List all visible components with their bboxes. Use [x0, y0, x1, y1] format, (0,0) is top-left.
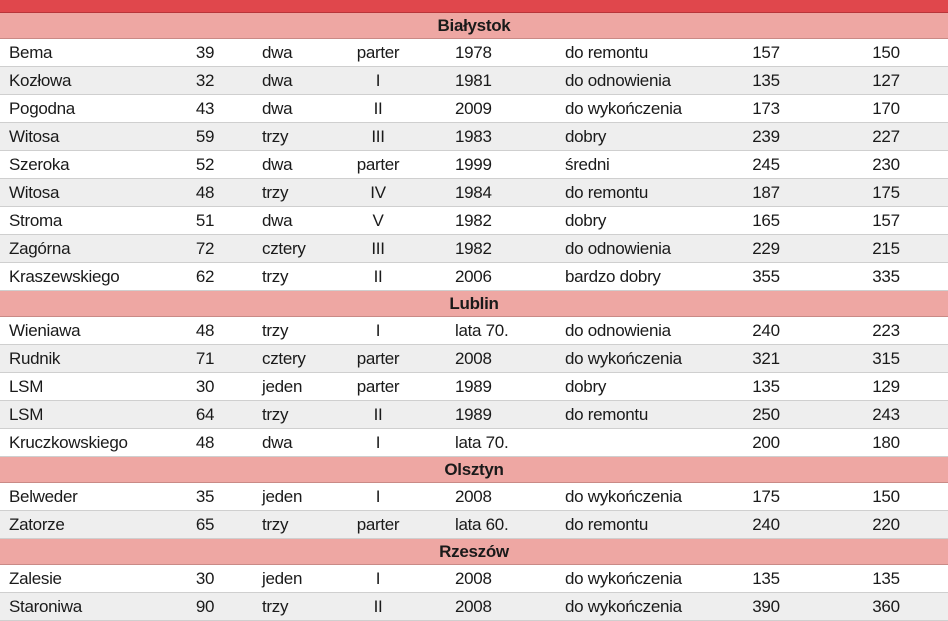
area-cell: 65 — [195, 515, 215, 534]
year-cell: 1982 — [455, 239, 492, 258]
street-cell: Witosa — [9, 183, 60, 202]
floor-cell: II — [373, 267, 383, 286]
street-cell: Witosa — [9, 127, 60, 146]
price-transaction-cell: 335 — [872, 267, 900, 286]
price-asking-cell: 355 — [752, 267, 780, 286]
condition-cell: do wykończenia — [565, 569, 682, 588]
price-transaction-cell: 360 — [872, 597, 900, 616]
area-cell: 43 — [195, 99, 215, 118]
price-transaction-cell: 157 — [872, 211, 900, 230]
table-header-strip — [0, 0, 948, 13]
section-header-city: Białystok — [0, 13, 948, 39]
floor-cell: I — [375, 71, 381, 90]
table-row — [0, 67, 948, 95]
table-row — [0, 123, 948, 151]
floor-cell: III — [371, 239, 385, 258]
street-cell: Zalesie — [9, 569, 62, 588]
street-cell: Wieniawa — [9, 321, 81, 340]
condition-cell: do wykończenia — [565, 349, 682, 368]
price-asking-cell: 245 — [752, 155, 780, 174]
price-asking-cell: 321 — [752, 349, 780, 368]
section-header-city: Rzeszów — [0, 539, 948, 565]
area-cell: 72 — [195, 239, 215, 258]
price-transaction-cell: 127 — [872, 71, 900, 90]
condition-cell: dobry — [565, 211, 607, 230]
price-asking-cell: 165 — [752, 211, 780, 230]
condition-cell: do odnowienia — [565, 239, 671, 258]
floor-cell: II — [373, 405, 383, 424]
rooms-cell: trzy — [262, 183, 289, 202]
year-cell: 2008 — [455, 349, 492, 368]
price-transaction-cell: 315 — [872, 349, 900, 368]
year-cell: 2008 — [455, 597, 492, 616]
table-row — [0, 401, 948, 429]
street-cell: Stroma — [9, 211, 62, 230]
price-transaction-cell: 220 — [872, 515, 900, 534]
price-asking-cell: 200 — [752, 433, 780, 452]
price-transaction-cell: 129 — [872, 377, 900, 396]
condition-cell: do remontu — [565, 405, 648, 424]
rooms-cell: dwa — [262, 71, 293, 90]
price-asking-cell: 135 — [752, 377, 780, 396]
street-cell: Kruczkowskiego — [9, 433, 128, 452]
price-transaction-cell: 150 — [872, 487, 900, 506]
floor-cell: parter — [356, 349, 400, 368]
rooms-cell: dwa — [262, 155, 293, 174]
street-cell: Kozłowa — [9, 71, 72, 90]
rooms-cell: dwa — [262, 211, 293, 230]
condition-cell: do odnowienia — [565, 71, 671, 90]
year-cell: 1989 — [455, 377, 492, 396]
year-cell: 1982 — [455, 211, 492, 230]
table-row — [0, 565, 948, 593]
floor-cell: parter — [356, 155, 400, 174]
area-cell: 62 — [195, 267, 215, 286]
price-asking-cell: 135 — [752, 71, 780, 90]
price-asking-cell: 239 — [752, 127, 780, 146]
floor-cell: II — [373, 99, 383, 118]
price-transaction-cell: 150 — [872, 43, 900, 62]
street-cell: Rudnik — [9, 349, 61, 368]
year-cell: lata 70. — [455, 321, 509, 340]
table-row — [0, 345, 948, 373]
condition-cell: dobry — [565, 127, 607, 146]
price-asking-cell: 175 — [752, 487, 780, 506]
table-row — [0, 179, 948, 207]
table-row — [0, 429, 948, 457]
section-header-city: Olsztyn — [0, 457, 948, 483]
street-cell: Bema — [9, 43, 53, 62]
rooms-cell: trzy — [262, 405, 289, 424]
area-cell: 90 — [195, 597, 215, 616]
price-transaction-cell: 180 — [872, 433, 900, 452]
street-cell: Szeroka — [9, 155, 70, 174]
year-cell: 1978 — [455, 43, 492, 62]
price-transaction-cell: 135 — [872, 569, 900, 588]
table-row — [0, 263, 948, 291]
year-cell: lata 60. — [455, 515, 509, 534]
floor-cell: II — [373, 597, 383, 616]
street-cell: Pogodna — [9, 99, 75, 118]
condition-cell: do wykończenia — [565, 99, 682, 118]
rooms-cell: dwa — [262, 433, 293, 452]
area-cell: 52 — [195, 155, 215, 174]
table-row — [0, 235, 948, 263]
rooms-cell: cztery — [262, 349, 306, 368]
rooms-cell: trzy — [262, 597, 289, 616]
condition-cell: dobry — [565, 377, 607, 396]
year-cell: lata 70. — [455, 433, 509, 452]
price-transaction-cell: 215 — [872, 239, 900, 258]
street-cell: LSM — [9, 377, 44, 396]
area-cell: 39 — [195, 43, 215, 62]
price-transaction-cell: 175 — [872, 183, 900, 202]
year-cell: 1999 — [455, 155, 492, 174]
price-transaction-cell: 230 — [872, 155, 900, 174]
floor-cell: I — [375, 433, 381, 452]
year-cell: 1984 — [455, 183, 492, 202]
price-transaction-cell: 243 — [872, 405, 900, 424]
area-cell: 30 — [195, 569, 215, 588]
area-cell: 59 — [195, 127, 215, 146]
table-row — [0, 207, 948, 235]
area-cell: 32 — [195, 71, 215, 90]
condition-cell: do remontu — [565, 515, 648, 534]
street-cell: Staroniwa — [9, 597, 82, 616]
year-cell: 2008 — [455, 569, 492, 588]
street-cell: Belweder — [9, 487, 78, 506]
price-asking-cell: 187 — [752, 183, 780, 202]
table-row — [0, 39, 948, 67]
street-cell: Zagórna — [9, 239, 71, 258]
price-asking-cell: 173 — [752, 99, 780, 118]
rooms-cell: trzy — [262, 267, 289, 286]
street-cell: LSM — [9, 405, 44, 424]
floor-cell: parter — [356, 377, 400, 396]
floor-cell: I — [375, 321, 381, 340]
area-cell: 51 — [195, 211, 215, 230]
year-cell: 1989 — [455, 405, 492, 424]
street-cell: Zatorze — [9, 515, 65, 534]
year-cell: 2009 — [455, 99, 492, 118]
table-row — [0, 593, 948, 621]
price-transaction-cell: 223 — [872, 321, 900, 340]
area-cell: 48 — [195, 321, 215, 340]
floor-cell: IV — [370, 183, 386, 202]
condition-cell: średni — [565, 155, 610, 174]
price-asking-cell: 240 — [752, 515, 780, 534]
condition-cell: do remontu — [565, 183, 648, 202]
floor-cell: III — [371, 127, 385, 146]
area-cell: 71 — [195, 349, 215, 368]
rooms-cell: jeden — [262, 487, 303, 506]
price-asking-cell: 157 — [752, 43, 780, 62]
condition-cell: do wykończenia — [565, 487, 682, 506]
price-asking-cell: 135 — [752, 569, 780, 588]
area-cell: 48 — [195, 183, 215, 202]
year-cell: 1983 — [455, 127, 492, 146]
floor-cell: parter — [356, 43, 400, 62]
year-cell: 1981 — [455, 71, 492, 90]
condition-cell: bardzo dobry — [565, 267, 661, 286]
condition-cell: do odnowienia — [565, 321, 671, 340]
floor-cell: I — [375, 487, 381, 506]
price-asking-cell: 250 — [752, 405, 780, 424]
rooms-cell: dwa — [262, 99, 293, 118]
floor-cell: I — [375, 569, 381, 588]
table-row — [0, 151, 948, 179]
rooms-cell: trzy — [262, 321, 289, 340]
table-row — [0, 95, 948, 123]
table-row — [0, 373, 948, 401]
rooms-cell: dwa — [262, 43, 293, 62]
table-body — [0, 13, 948, 621]
section-header-city: Lublin — [0, 291, 948, 317]
price-asking-cell: 229 — [752, 239, 780, 258]
rooms-cell: jeden — [262, 569, 303, 588]
area-cell: 35 — [195, 487, 215, 506]
price-transaction-cell: 170 — [872, 99, 900, 118]
rooms-cell: trzy — [262, 127, 289, 146]
table-row — [0, 511, 948, 539]
table-row — [0, 483, 948, 511]
floor-cell: parter — [356, 515, 400, 534]
year-cell: 2006 — [455, 267, 492, 286]
street-cell: Kraszewskiego — [9, 267, 120, 286]
year-cell: 2008 — [455, 487, 492, 506]
rooms-cell: trzy — [262, 515, 289, 534]
rooms-cell: jeden — [262, 377, 303, 396]
price-asking-cell: 390 — [752, 597, 780, 616]
floor-cell: V — [372, 211, 384, 230]
table-row — [0, 317, 948, 345]
condition-cell: do remontu — [565, 43, 648, 62]
condition-cell: do wykończenia — [565, 597, 682, 616]
price-asking-cell: 240 — [752, 321, 780, 340]
price-transaction-cell: 227 — [872, 127, 900, 146]
area-cell: 48 — [195, 433, 215, 452]
area-cell: 64 — [195, 405, 215, 424]
rooms-cell: cztery — [262, 239, 306, 258]
area-cell: 30 — [195, 377, 215, 396]
